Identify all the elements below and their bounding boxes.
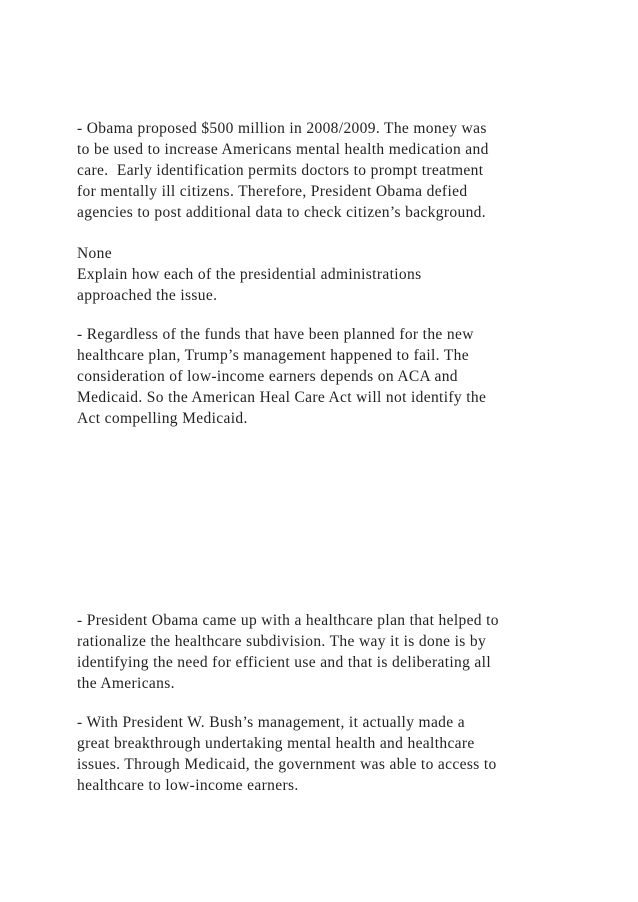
bush-paragraph-line-4: healthcare to low-income earners. bbox=[77, 777, 299, 794]
trump-paragraph-line-1: - Regardless of the funds that have been planned for the new bbox=[77, 326, 474, 343]
question-line-1: Explain how each of the presidential administrations bbox=[77, 266, 422, 283]
trump-paragraph-line-3: consideration of low-income earners depends on ACA and bbox=[77, 368, 458, 385]
obama-plan-line-4: the Americans. bbox=[77, 675, 175, 692]
trump-paragraph-line-2: healthcare plan, Trump’s management happened to fail. The bbox=[77, 347, 469, 364]
obama-plan-line-1: - President Obama came up with a healthcare plan that helped to bbox=[77, 612, 499, 629]
trump-paragraph-line-4: Medicaid. So the American Heal Care Act will not identify the bbox=[77, 389, 487, 406]
obama-plan-line-3: identifying the need for efficient use and that is deliberating all bbox=[77, 654, 491, 671]
none-label: None bbox=[77, 245, 112, 262]
question-line-2: approached the issue. bbox=[77, 287, 218, 304]
bush-paragraph-line-3: issues. Through Medicaid, the government was able to access to bbox=[77, 756, 497, 773]
trump-paragraph-line-5: Act compelling Medicaid. bbox=[77, 410, 248, 427]
obama-funding-line-5: agencies to post additional data to check citizen’s background. bbox=[77, 204, 486, 221]
obama-funding-line-3: care. Early identification permits doctors to prompt treatment bbox=[77, 162, 484, 179]
obama-plan-line-2: rationalize the healthcare subdivision. The way it is done is by bbox=[77, 633, 487, 650]
bush-paragraph-line-2: great breakthrough undertaking mental health and healthcare bbox=[77, 735, 475, 752]
obama-funding-line-2: to be used to increase Americans mental health medication and bbox=[77, 141, 489, 158]
obama-funding-line-4: for mentally ill citizens. Therefore, President Obama defied bbox=[77, 183, 468, 200]
obama-funding-line-1: - Obama proposed $500 million in 2008/2009. The money was bbox=[77, 120, 487, 137]
bush-paragraph-line-1: - With President W. Bush’s management, it actually made a bbox=[77, 714, 465, 731]
